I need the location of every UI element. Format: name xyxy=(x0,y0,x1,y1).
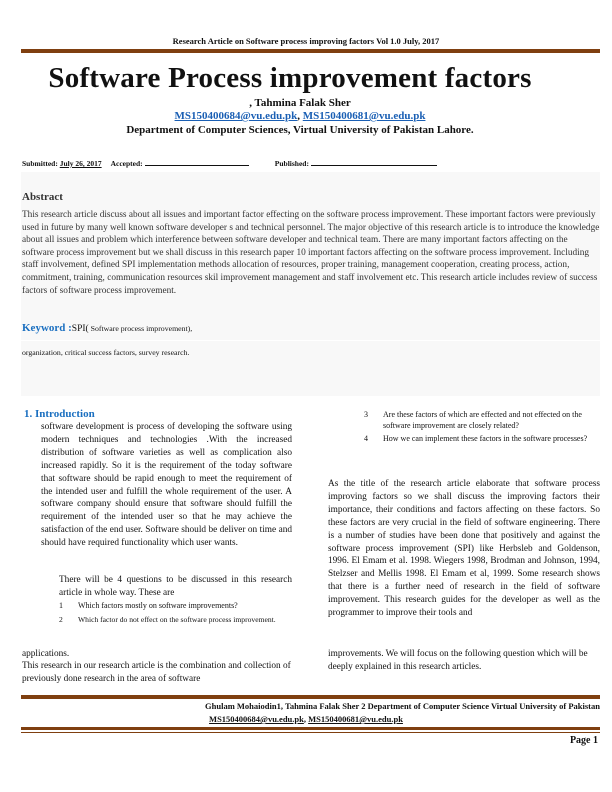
question-number: 2 xyxy=(59,615,63,624)
keyword-gap xyxy=(21,340,600,341)
header-rule xyxy=(21,49,600,53)
authors: , Tahmina Falak Sher xyxy=(249,97,351,109)
question-item xyxy=(364,409,600,431)
keyword-spi-desc: Software process improvement), xyxy=(88,324,193,333)
page-number: Page 1 xyxy=(569,735,598,746)
intro-paragraph-1: software development is process of developing the software using modern techniques and technologies .With the increased distribution of software varieties as well as complication also increased rapidly. So it is the requirement of the today software that software should be rapid enough to meet the requirement of the intended user and fulfill the whole requirement of the user. A software company should ensure that software should fulfill the requirement of the intended user so that he may achieve the satisfaction of the end user. Software should be deliver on time and should have required functionality which user wants. xyxy=(41,422,292,549)
abstract-text: This research article discuss about all issues and important factor effecting on the software process improvement. These important factors were previously used in future by many well known software developer s and technical personnel. The major objective of this research article is to introduce the knowledge about all issues and problem which interference between software developer and technical team. There are many important factors affecting on the software process improvement but we shall discuss in this research paper 10 important factors affecting on the software process improvement. Including staff involvement, defined SPI implementation methods allocation of resources, proper training, management cooperation, creating process, action, commitment, training, communication resources skil improvement management and staff involvement etc. This research article includes review of success factors of software process improvement. xyxy=(22,210,600,296)
accepted-blank xyxy=(145,158,249,166)
question-list-right xyxy=(364,409,600,444)
footer-authors: Ghulam Mohaiodin1, Tahmina Falak Sher 2 Department of Computer Science Virtual University of Pakistan xyxy=(205,701,600,711)
email-link-2[interactable]: MS150400681@vu.edu.pk xyxy=(302,110,426,122)
footer-email-2[interactable]: MS150400681@vu.edu.pk xyxy=(308,714,403,724)
email-link-1[interactable]: MS150400684@vu.edu.pk xyxy=(174,110,298,122)
footer-rule-thin xyxy=(21,732,600,733)
question-text: Are these factors of which are effected and not effected on the software improvement are closely related? xyxy=(383,410,582,430)
submitted-label: Submitted: xyxy=(22,159,58,168)
intro-paragraph-2: There will be 4 questions to be discussed in this research article in whole way. These are xyxy=(59,575,292,598)
question-number: 4 xyxy=(364,434,368,443)
keywords xyxy=(22,322,192,334)
question-item xyxy=(59,614,289,625)
applications-text: applications. xyxy=(22,649,70,659)
intro-heading: 1. Introduction xyxy=(24,408,95,420)
author-emails xyxy=(0,110,600,122)
question-text: How we can implement these factors in the software processes? xyxy=(383,434,588,443)
footer-email-1[interactable]: MS150400684@vu.edu.pk xyxy=(209,714,304,724)
abstract-heading: Abstract xyxy=(22,191,63,203)
department: Department of Computer Sciences, Virtual University of Pakistan Lahore. xyxy=(126,124,474,136)
question-text: Which factors mostly on software improvements? xyxy=(78,601,238,610)
question-item xyxy=(59,600,289,611)
page-title: Software Process improvement factors xyxy=(48,62,532,94)
keyword-label: Keyword : xyxy=(22,322,72,334)
intro-paragraph-5: improvements. We will focus on the following question which will be deeply explained in this research articles. xyxy=(328,649,588,672)
keyword-spi: SPI( xyxy=(71,324,89,334)
published-blank xyxy=(311,158,437,166)
keywords-rest: organization, critical success factors, survey research. xyxy=(22,348,190,357)
question-text: Which factor do not effect on the software process improvement. xyxy=(78,615,276,624)
question-item xyxy=(364,433,600,444)
accepted-label: Accepted: xyxy=(110,159,143,168)
intro-paragraph-4: As the title of the research article elaborate that software process improving factors so we shall discuss the improving factors their importance, their conditions and factors affecting on these factors. So these factors are very crucial in the field of software engineering. There is a number of studies have been done that positively and against the software process improvement (SPI) like Herbsleb and Goldenson, 1996. El Emam et al. 1998. Wiegers 1998, Brodman and Johnson, 1994, Stelzser and Mellis 1998. El Emam et al, 1999. Some research shows that there is a further need of research in the field of software improvement. This research guides for the developer as well as the programmer to improve their tools and xyxy=(328,479,600,619)
submitted-date: July 26, 2017 xyxy=(59,159,102,168)
intro-paragraph-3: This research in our research article is the combination and collection of previously done research in the area of software xyxy=(22,661,291,684)
question-number: 1 xyxy=(59,601,63,610)
submission-line xyxy=(22,158,437,168)
question-number: 3 xyxy=(364,410,368,419)
footer-rule-bottom xyxy=(21,727,600,730)
question-list-left xyxy=(59,600,289,625)
footer-emails: MS150400684@vu.edu.pk, MS150400681@vu.edu.pk xyxy=(209,714,403,724)
published-label: Published: xyxy=(274,159,309,168)
running-header: Research Article on Software process improving factors Vol 1.0 July, 2017 xyxy=(172,36,440,46)
footer-rule-top xyxy=(21,695,600,699)
email-separator: , xyxy=(297,110,300,122)
